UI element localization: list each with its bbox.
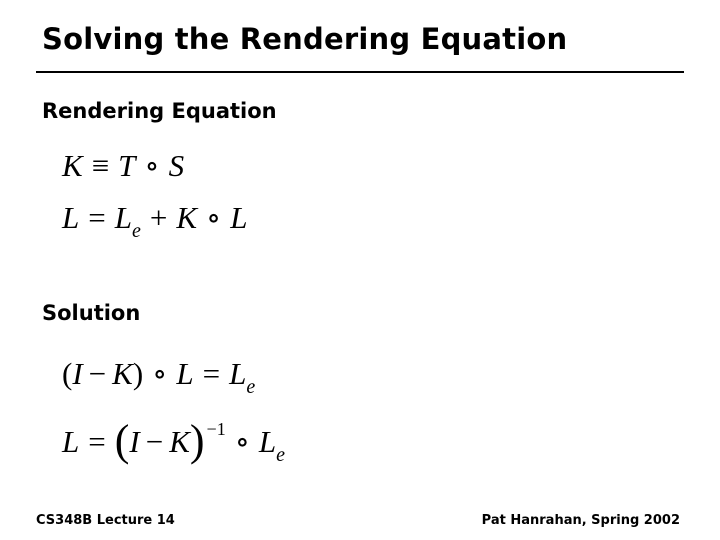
- left-paren: (: [62, 356, 73, 391]
- left-paren: (: [114, 416, 130, 465]
- compose-operator: ∘: [206, 200, 222, 235]
- symbol-L: L: [258, 424, 277, 459]
- compose-operator: ∘: [152, 356, 168, 391]
- equation-solution-rearranged: [62, 354, 256, 398]
- compose-operator: ∘: [234, 424, 250, 459]
- subscript-e: e: [246, 376, 256, 398]
- symbol-K: K: [112, 356, 133, 391]
- equals-operator: =: [88, 200, 106, 235]
- equiv-operator: ≡: [91, 148, 110, 183]
- minus-operator: −: [88, 356, 107, 391]
- superscript-inverse: −1: [206, 419, 226, 439]
- equation-solution-inverse: [62, 416, 286, 466]
- compose-operator: ∘: [144, 148, 160, 183]
- footer-author-label: Pat Hanrahan, Spring 2002: [481, 513, 680, 528]
- equals-operator: =: [202, 356, 221, 391]
- symbol-L: L: [176, 356, 194, 391]
- symbol-L: L: [62, 424, 80, 459]
- title-divider: [36, 71, 684, 73]
- footer-course-label: CS348B Lecture 14: [36, 513, 175, 528]
- symbol-I: I: [72, 356, 83, 391]
- symbol-L: L: [230, 200, 248, 235]
- right-paren: ): [189, 416, 205, 465]
- symbol-K: K: [169, 424, 190, 459]
- symbol-T: T: [118, 148, 136, 183]
- symbol-K: K: [176, 200, 198, 235]
- plus-operator: +: [149, 200, 168, 235]
- subscript-e: e: [276, 444, 286, 466]
- symbol-L: L: [114, 200, 132, 235]
- symbol-L: L: [229, 356, 247, 391]
- section-heading-solution: Solution: [42, 301, 141, 325]
- minus-operator: −: [145, 424, 164, 459]
- equals-operator: =: [88, 424, 106, 459]
- equation-rendering: [62, 198, 248, 242]
- right-paren: ): [132, 356, 144, 391]
- slide-title: Solving the Rendering Equation: [42, 22, 568, 56]
- symbol-K: K: [62, 148, 83, 183]
- equation-operator-definition: [62, 146, 184, 186]
- symbol-S: S: [168, 148, 185, 183]
- section-heading-rendering-equation: Rendering Equation: [42, 99, 277, 123]
- subscript-e: e: [131, 220, 141, 242]
- symbol-L: L: [62, 200, 80, 235]
- symbol-I: I: [129, 424, 140, 459]
